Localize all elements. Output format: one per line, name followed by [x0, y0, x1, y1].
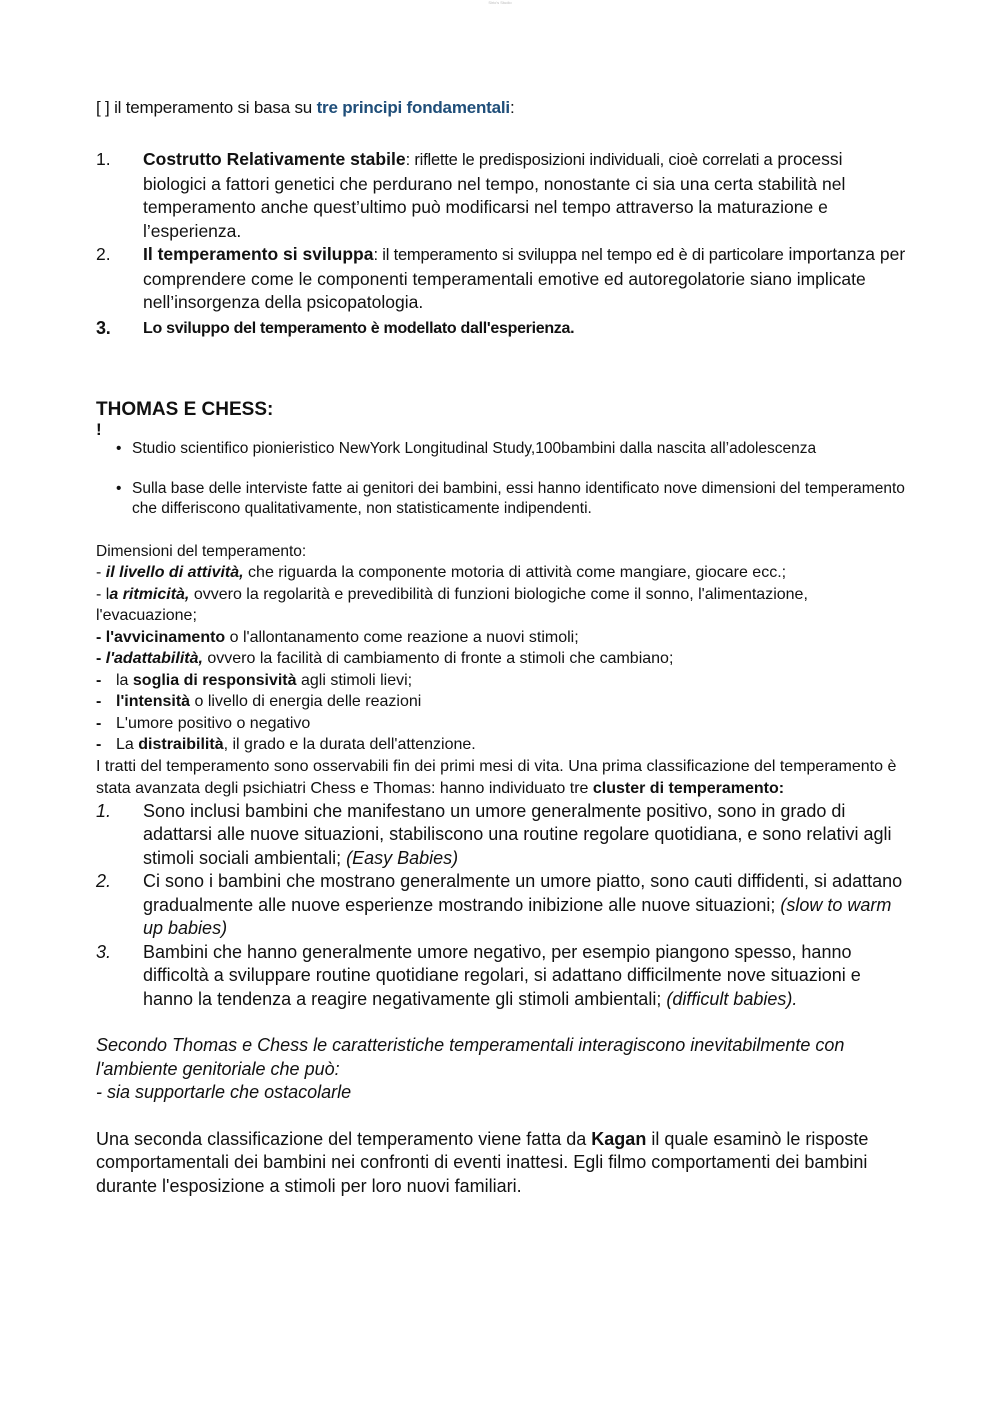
- bullet-text: Sulla base delle interviste fatte ai genitori dei bambini, essi hanno identificato nove dimensioni del temperamento che differiscono qualitativamente, non statisticamente indipendenti.: [132, 480, 905, 517]
- dimension-item: [96, 691, 906, 713]
- dimension-key: il livello di attività,: [105, 564, 244, 581]
- dimension-item: [96, 648, 906, 670]
- dimension-rest: , il grado e la durata dell'attenzione.: [223, 736, 476, 753]
- dimension-key: l'intensità: [116, 693, 191, 710]
- dimension-dash: -: [96, 736, 102, 753]
- intro-line: [96, 96, 906, 120]
- dimension-pre: l: [105, 585, 110, 603]
- kagan-paragraph: [96, 1128, 906, 1199]
- dimensions-list: [96, 562, 906, 756]
- document-body: [96, 96, 906, 1198]
- dimension-key: distraibilità: [138, 736, 224, 753]
- traits-paragraph: [96, 756, 906, 800]
- bullet-text: Studio scientifico pionieristico NewYork Longitudinal Study,100bambini dalla nascita all’adolescenza: [132, 440, 817, 457]
- cluster-label: (slow to warm up babies): [143, 894, 892, 938]
- exclamation-mark: !: [96, 420, 102, 439]
- dimension-dash: -: [96, 714, 102, 732]
- dimension-dash: -: [96, 650, 106, 667]
- dimension-dash: -: [96, 628, 106, 646]
- kagan-name: Kagan: [591, 1128, 647, 1149]
- principle-number: 2.: [96, 244, 111, 264]
- dimension-item: [96, 734, 906, 756]
- bullet-dot-icon: •: [116, 440, 122, 457]
- dimension-rest: o livello di energia delle reazioni: [190, 693, 422, 710]
- thomas-chess-note: [96, 1034, 906, 1105]
- principle-text-small: : riflette le predisposizioni individuali, cioè correlati a: [405, 151, 773, 169]
- cluster-label: (difficult babies).: [666, 988, 798, 1009]
- dimension-rest: o l'allontanamento come reazione a nuovi stimoli;: [225, 628, 579, 646]
- dimension-pre: la: [116, 671, 133, 689]
- dimension-rest: ovvero la regolarità e prevedibilità di funzioni biologiche come il sonno, l'alimentazione, l'evacuazione;: [96, 585, 808, 624]
- dimension-key: a ritmicità,: [109, 585, 190, 603]
- note-line: - sia supportarle che ostacolarle: [96, 1082, 352, 1102]
- bullet-item: [116, 439, 906, 459]
- dimension-dash: -: [96, 585, 106, 603]
- principle-item: [96, 243, 906, 315]
- study-bullets: [96, 439, 906, 519]
- cluster-text: Bambini che hanno generalmente umore negativo, per esempio piangono spesso, hanno difficoltà a sviluppare routine quotidiane regolari, si adattano difficilmente nove situazioni e hanno la tendenza a reagire negativamente gli stimoli ambientali;: [143, 941, 861, 1009]
- dimension-pre: La: [116, 736, 139, 753]
- principle-number: 1.: [96, 149, 111, 169]
- dimension-rest: agli stimoli lievi;: [296, 671, 413, 689]
- bullet-dot-icon: •: [116, 480, 122, 497]
- dimension-rest: ovvero la facilità di cambiamento di fronte a stimoli che cambiano;: [202, 650, 674, 667]
- cluster-item: [96, 800, 906, 871]
- kagan-post: il quale esaminò le risposte comportamentali dei bambini nei confronti di eventi inattesi. Egli filmo comportamenti dei bambini durante l'esposizione a stimoli per loro nuovi familiari.: [96, 1128, 869, 1196]
- cluster-number: 1.: [96, 800, 112, 821]
- cluster-text: Sono inclusi bambini che manifestano un umore generalmente positivo, sono in grado di adattarsi alle nuove situazioni, stabiliscono una routine regolare quotidiana, e sono relativi agli stimoli sociali ambientali;: [143, 800, 892, 868]
- intro-highlight: tre principi fondamentali: [316, 98, 510, 117]
- dimension-pre: L'umore positivo o negativo: [116, 714, 311, 732]
- dimension-item: [96, 713, 906, 735]
- dimension-key: l'adattabilità,: [105, 650, 203, 667]
- dimension-key: soglia di responsività: [132, 671, 297, 689]
- principle-text: processi biologici a fattori genetici che perdurano nel tempo, nonostante ci sia una certa stabilità nel temperamento anche quest’ultimo può modificarsi nel tempo attraverso la maturazione e l’esperienza.: [143, 149, 846, 241]
- cluster-number: 2.: [96, 871, 112, 891]
- principle-text: importanza per comprendere come le componenti temperamentali emotive ed autoregolatorie siano implicate nell’insorgenza della psicopatologia.: [143, 244, 906, 312]
- principle-lead: Costrutto Relativamente stabile: [143, 149, 406, 169]
- kagan-pre: Una seconda classificazione del temperamento viene fatta da: [96, 1128, 592, 1149]
- bullet-item: [116, 479, 906, 519]
- note-line: Secondo Thomas e Chess le caratteristiche temperamentali interagiscono inevitabilmente con l'ambiente genitoriale che può:: [96, 1035, 845, 1079]
- intro-suffix: :: [509, 98, 515, 117]
- principle-text: Lo sviluppo del temperamento è modellato dall'esperienza.: [143, 319, 575, 337]
- dimension-dash: -: [96, 693, 102, 710]
- header-watermark: Sirio's Studio: [488, 0, 512, 5]
- clusters-list: [96, 800, 906, 1012]
- dimension-item: [96, 670, 906, 692]
- dimension-dash: -: [96, 671, 102, 689]
- cluster-label: (Easy Babies): [346, 847, 459, 868]
- principle-item: [96, 317, 906, 341]
- cluster-text: Ci sono i bambini che mostrano generalmente un umore piatto, sono cauti diffidenti, si adattano gradualmente alle nuove esperienze mostrando inibizione alle nuove situazioni;: [143, 871, 903, 915]
- dimension-dash: -: [96, 564, 106, 581]
- principle-lead: Il temperamento si sviluppa: [143, 244, 374, 264]
- traits-text: I tratti del temperamento sono osservabili fin dei primi mesi di vita. Una prima classificazione del temperamento è stata avanzata degli psichiatri Chess e Thomas: hanno individuato tre: [96, 757, 897, 797]
- dimension-key: l'avvicinamento: [105, 628, 226, 646]
- principle-item: [96, 148, 906, 243]
- cluster-item: [96, 870, 906, 941]
- intro-prefix: [ ] il temperamento si basa su: [96, 98, 317, 117]
- cluster-item: [96, 941, 906, 1012]
- principle-number: 3.: [96, 317, 111, 338]
- dimension-item: [96, 562, 906, 584]
- dimension-rest: che riguarda la componente motoria di attività come mangiare, giocare ecc.;: [243, 564, 787, 581]
- traits-bold: cluster di temperamento:: [592, 779, 785, 797]
- dimension-item: [96, 627, 906, 649]
- principles-list: [96, 148, 906, 340]
- dimension-item: [96, 584, 906, 627]
- dimensions-title: Dimensioni del temperamento:: [96, 543, 307, 560]
- cluster-number: 3.: [96, 941, 112, 962]
- section-title: THOMAS E CHESS:: [96, 399, 274, 420]
- principle-text-small: : il temperamento si sviluppa nel tempo ed è di particolare: [373, 246, 784, 264]
